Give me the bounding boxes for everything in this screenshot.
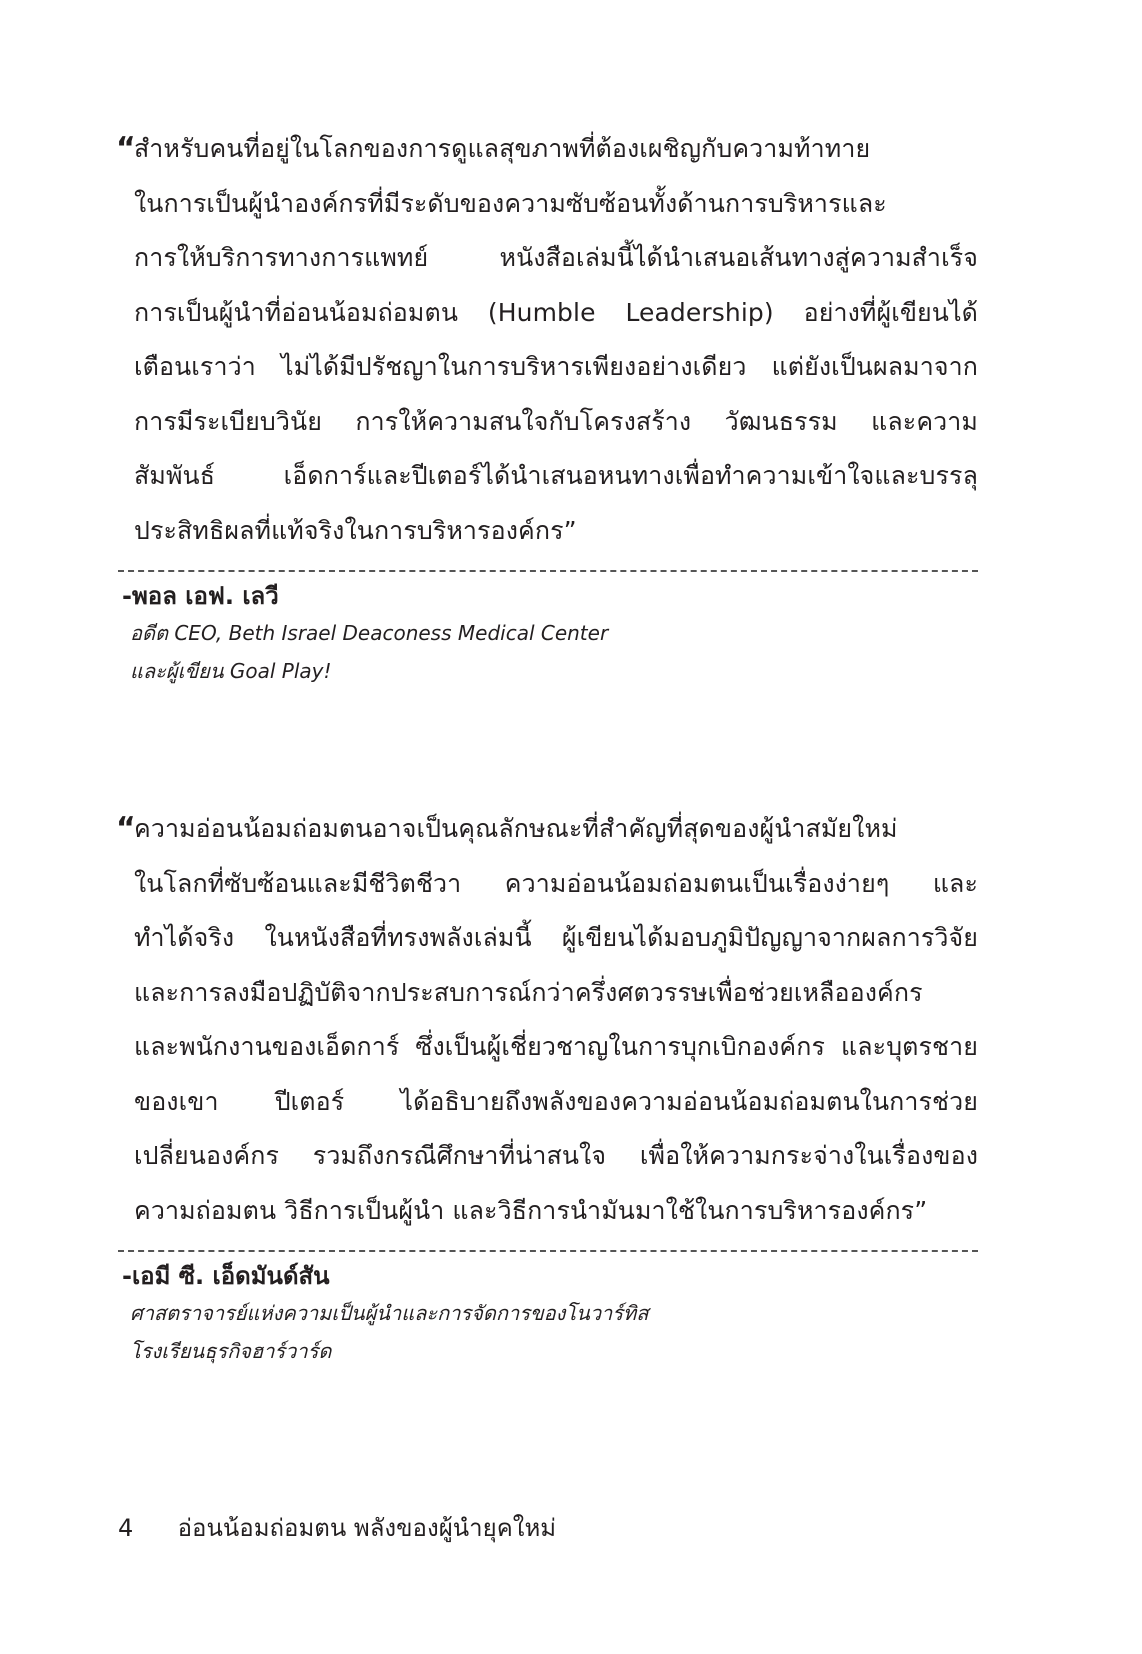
quote-line: ในการเป็นผู้นำองค์กรที่มีระดับของความซับซ้อนทั้งด้านการบริหารและ [134, 188, 887, 218]
opening-quote-mark: “ [116, 811, 136, 846]
quote-line: สำหรับคนที่อยู่ในโลกของการดูแลสุขภาพที่ต้องเผชิญกับความท้าทาย [134, 134, 871, 163]
quote-line: และพนักงานของเอ็ดการ์ ซึ่งเป็นผู้เชี่ยวชาญในการบุกเบิกองค์กร และบุตรชาย [134, 1032, 978, 1061]
quote-line: ความอ่อนน้อมถ่อมตนอาจเป็นคุณลักษณะที่สำคัญที่สุดของผู้นำสมัยใหม่ [134, 814, 898, 843]
endorsement-quote-2 [118, 802, 978, 1370]
quote-line: เตือนเราว่า ไม่ได้มีปรัชญาในการบริหารเพียงอย่างเดียว แต่ยังเป็นผลมาจาก [134, 352, 978, 381]
attribution [118, 578, 978, 690]
quote-text [118, 122, 978, 558]
author-name: -พอล เอฟ. เลวี [122, 582, 279, 610]
author-role: และผู้เขียน Goal Play! [130, 659, 332, 683]
author-role: ศาสตราจารย์แห่งความเป็นผู้นำและการจัดการของโนวาร์ทิส [130, 1301, 649, 1325]
page-number: 4 [118, 1514, 134, 1542]
quote-line: เปลี่ยนองค์กร รวมถึงกรณีศึกษาที่น่าสนใจ เพื่อให้ความกระจ่างในเรื่องของ [134, 1141, 978, 1170]
quote-line: ความถ่อมตน วิธีการเป็นผู้นำ และวิธีการนำมันมาใช้ในการบริหารองค์กร” [134, 1195, 928, 1225]
quote-text [118, 802, 978, 1238]
quote-line: ในโลกที่ซับซ้อนและมีชีวิตชีวา ความอ่อนน้อมถ่อมตนเป็นเรื่องง่ายๆ และ [134, 868, 978, 898]
author-role: โรงเรียนธุรกิจฮาร์วาร์ด [130, 1339, 332, 1363]
dashed-divider [118, 570, 978, 572]
author-role: อดีต CEO, Beth Israel Deaconess Medical Center [130, 621, 609, 645]
quote-line: การให้บริการทางการแพทย์ หนังสือเล่มนี้ได้นำเสนอเส้นทางสู่ความสำเร็จ [134, 243, 978, 272]
quote-line: ของเขา ปีเตอร์ ได้อธิบายถึงพลังของความอ่อนน้อมถ่อมตนในการช่วย [134, 1086, 978, 1116]
endorsement-quote-1 [118, 122, 978, 690]
running-title: อ่อนน้อมถ่อมตน พลังของผู้นำยุคใหม่ [177, 1514, 557, 1542]
opening-quote-mark: “ [116, 131, 136, 166]
page-footer [118, 1510, 556, 1546]
attribution [118, 1258, 978, 1370]
quote-line: และการลงมือปฏิบัติจากประสบการณ์กว่าครึ่งศตวรรษเพื่อช่วยเหลือองค์กร [134, 977, 923, 1007]
quote-line: สัมพันธ์ เอ็ดการ์และปีเตอร์ได้นำเสนอหนทางเพื่อทำความเข้าใจและบรรลุ [134, 461, 978, 490]
quote-line: การเป็นผู้นำที่อ่อนน้อมถ่อมตน (Humble Leadership) อย่างที่ผู้เขียนได้ [134, 297, 978, 327]
quote-line: การมีระเบียบวินัย การให้ความสนใจกับโครงสร้าง วัฒนธรรม และความ [134, 406, 978, 436]
author-name: -เอมี ซี. เอ็ดมันด์สัน [122, 1262, 330, 1290]
quote-line: ประสิทธิผลที่แท้จริงในการบริหารองค์กร” [134, 515, 577, 545]
dashed-divider [118, 1250, 978, 1252]
quote-line: ทำได้จริง ในหนังสือที่ทรงพลังเล่มนี้ ผู้เขียนได้มอบภูมิปัญญาจากผลการวิจัย [134, 923, 978, 952]
